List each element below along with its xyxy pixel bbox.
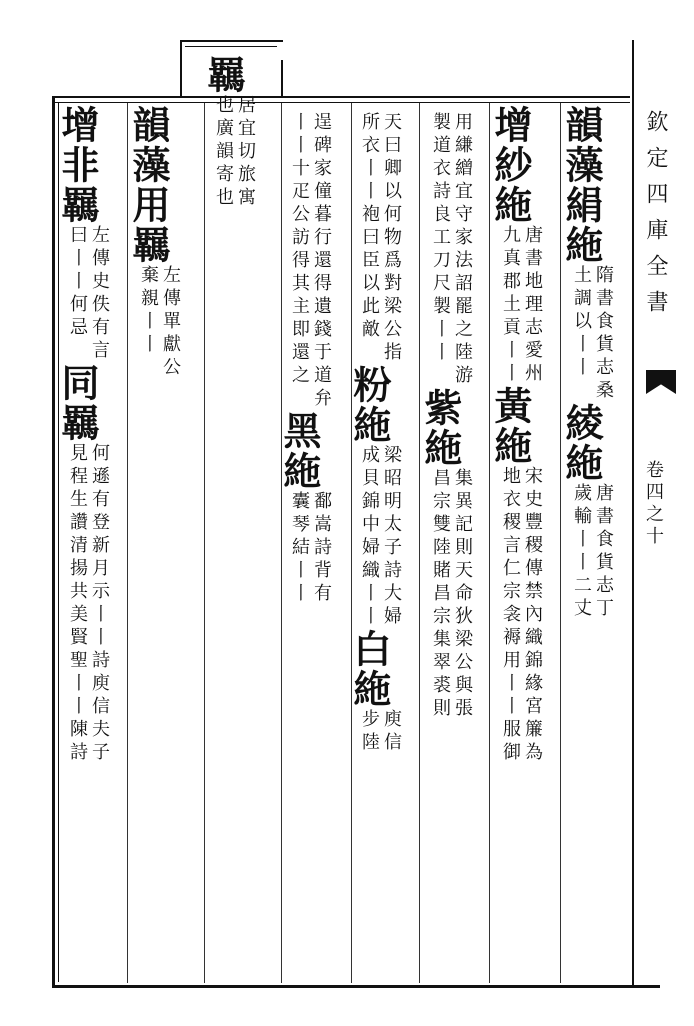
text-column-1: [559, 105, 614, 621]
annotation-block: [429, 468, 473, 721]
frame-right-border: [632, 40, 634, 988]
annotation-text: 鄱嵩詩背有: [311, 491, 332, 606]
annotation-block: [499, 466, 543, 765]
entry-heading: 增非羈: [55, 105, 100, 225]
entry-heading: 白絁: [347, 629, 392, 709]
annotation-block: [66, 225, 110, 363]
text-column-4: [347, 112, 402, 755]
annotation-text: 唐書地理志愛州: [522, 225, 543, 386]
text-column-2: [488, 105, 543, 765]
text-column-3: [418, 112, 473, 721]
heading-tab-top-inner: [185, 46, 277, 47]
heading-tab-top: [180, 40, 283, 42]
annotation-block: [358, 709, 402, 755]
entry-heading: 韻藻用羈: [126, 105, 171, 265]
frame-bottom-border: [52, 985, 660, 988]
text-column-5: [277, 112, 332, 606]
heading-tab-right: [281, 60, 283, 98]
annotation-text: 何遜有登新月示丨丨詩庾信夫子: [89, 443, 110, 765]
frame-left-inner-border: [58, 102, 59, 982]
frame-left-border: [52, 96, 55, 988]
annotation-text: 用縑繒宜守家法詔罷之陸游: [452, 112, 473, 388]
annotation-text: 梁昭明太子詩大婦: [381, 445, 402, 629]
entry-heading: 綾絁: [559, 403, 604, 483]
annotation-block: [358, 445, 402, 629]
entry-heading: 黃絁: [488, 386, 533, 466]
text-column-6: [201, 55, 256, 210]
annotation-text: 左傳史佚有言: [89, 225, 110, 363]
entry-heading: 粉絁: [347, 365, 392, 445]
annotation-text: 宋史豐稷傳禁內織錦緣宮簾為: [522, 466, 543, 765]
entry-heading: 黑絁: [277, 411, 322, 491]
annotation-text: 唐書食貨志丁: [593, 483, 614, 621]
annotation-text: 丨丨十疋公訪得其主即還之: [289, 112, 310, 388]
annotation-text: 居宜切旅寓: [235, 95, 256, 210]
annotation-block: [429, 112, 473, 388]
annotation-text: 天曰卿以何物爲對梁公指: [381, 112, 402, 365]
entry-heading: 韻藻絹絁: [559, 105, 604, 265]
column-divider: [419, 103, 420, 983]
entry-heading: 增紗絁: [488, 105, 533, 225]
annotation-text: 囊琴結丨丨: [289, 491, 310, 606]
volume-label: 卷四之十: [643, 460, 664, 548]
annotation-block: [212, 95, 256, 210]
frame-top-border: [52, 96, 630, 98]
annotation-text: 棄親丨丨: [138, 265, 159, 357]
annotation-block: [570, 265, 614, 403]
annotation-text: 製道衣詩良工刀尺製丨丨: [430, 112, 451, 365]
text-column-8: [55, 105, 110, 765]
annotation-text: 地衣稷言仁宗衾褥用丨丨服御: [500, 466, 521, 765]
annotation-text: 也廣韻寄也: [213, 95, 234, 210]
entry-heading: 同羈: [55, 363, 100, 443]
column-divider: [281, 103, 282, 983]
annotation-text: 土調以丨丨: [571, 265, 592, 380]
annotation-text: 見程生讚清揚共美賢聖丨丨陳詩: [67, 443, 88, 765]
annotation-block: [570, 483, 614, 621]
annotation-text: 逞碑家僮暮行還得遺錢于道弁: [311, 112, 332, 411]
annotation-text: 昌宗雙陸賭昌宗集翠裘則: [430, 468, 451, 721]
heading-tab-left: [180, 40, 182, 98]
book-title: 欽定四庫全書: [643, 110, 668, 326]
annotation-text: 步陸: [359, 709, 380, 755]
entry-heading: 紫絁: [418, 388, 463, 468]
frame-top-inner-border: [52, 102, 630, 103]
annotation-text: 歲輸丨丨二丈: [571, 483, 592, 621]
annotation-text: 成貝錦中婦織丨丨: [359, 445, 380, 629]
annotation-text: 庾信: [381, 709, 402, 755]
annotation-block: [288, 491, 332, 606]
column-divider: [351, 103, 352, 983]
annotation-block: [288, 112, 332, 411]
entry-heading: 羈: [201, 55, 246, 95]
annotation-text: 隋書食貨志桑: [593, 265, 614, 403]
annotation-block: [137, 265, 181, 380]
annotation-block: [499, 225, 543, 386]
column-divider: [489, 103, 490, 983]
fish-tail-mark: [646, 370, 676, 394]
annotation-text: 九真郡土貢丨丨: [500, 225, 521, 386]
annotation-text: 所衣丨丨袍曰臣以此敵: [359, 112, 380, 342]
annotation-text: 集異記則天命狄梁公與張: [452, 468, 473, 721]
annotation-text: 曰丨丨何忌: [67, 225, 88, 340]
column-divider: [204, 103, 205, 983]
text-column-7: [126, 105, 181, 380]
annotation-block: [358, 112, 402, 365]
annotation-text: 左傳單獻公: [160, 265, 181, 380]
annotation-block: [66, 443, 110, 765]
